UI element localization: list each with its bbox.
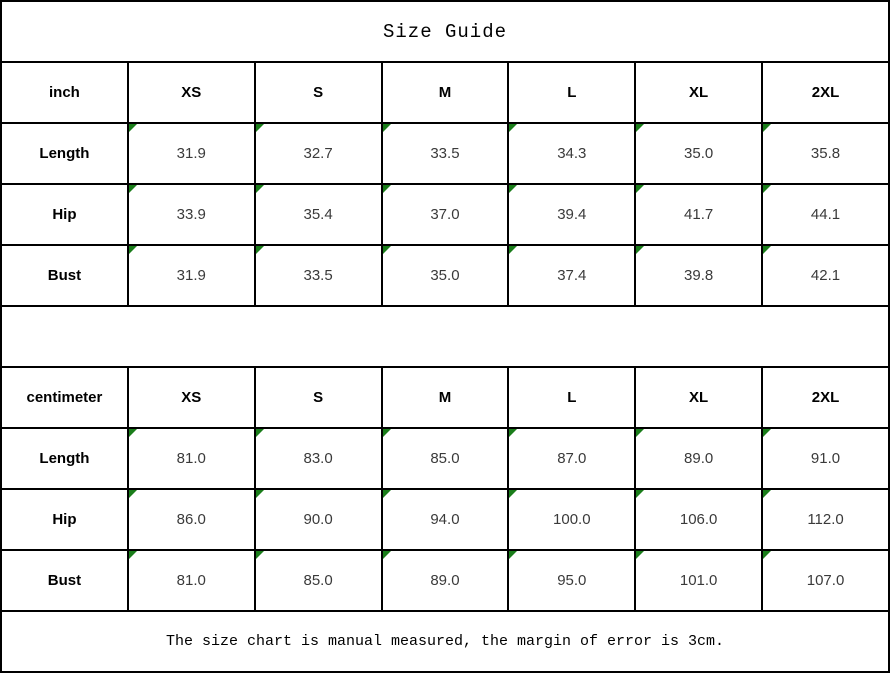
green-flag-triangle-icon	[256, 551, 264, 559]
measurement-cell	[762, 428, 889, 489]
measurement-cell	[382, 245, 509, 306]
measurement-value: 81.0	[176, 572, 206, 589]
measure-row-label-hip: Hip	[1, 489, 128, 550]
green-flag-triangle-icon	[509, 124, 517, 132]
measurement-value: 106.0	[679, 511, 718, 528]
green-flag-triangle-icon	[763, 429, 771, 437]
green-flag-triangle-icon	[129, 124, 137, 132]
green-flag-triangle-icon	[763, 185, 771, 193]
green-flag-triangle-icon	[636, 185, 644, 193]
size-column-header-l: L	[508, 62, 635, 123]
size-column-header-m: M	[382, 62, 509, 123]
size-column-header-2xl: 2XL	[762, 367, 889, 428]
measurement-cell	[762, 184, 889, 245]
measurement-value: 35.8	[810, 145, 841, 162]
measurement-value: 101.0	[679, 572, 718, 589]
size-column-header-2xl: 2XL	[762, 62, 889, 123]
measurement-value: 39.4	[557, 206, 587, 223]
measurement-cell	[382, 489, 509, 550]
measurement-value: 44.1	[810, 206, 841, 223]
centimeter-hip-row	[1, 489, 889, 550]
green-flag-triangle-icon	[129, 185, 137, 193]
measurement-value: 89.0	[430, 572, 460, 589]
measurement-cell	[762, 550, 889, 611]
measurement-cell	[508, 184, 635, 245]
title-row	[1, 1, 889, 62]
green-flag-triangle-icon	[129, 551, 137, 559]
measurement-cell	[762, 245, 889, 306]
centimeter-header-row	[1, 367, 889, 428]
size-column-header-s: S	[255, 62, 382, 123]
measure-row-label-length: Length	[1, 428, 128, 489]
measurement-cell	[635, 184, 762, 245]
centimeter-length-row	[1, 428, 889, 489]
green-flag-triangle-icon	[129, 246, 137, 254]
green-flag-triangle-icon	[129, 490, 137, 498]
size-column-header-xl: XL	[635, 62, 762, 123]
measurement-value: 86.0	[176, 511, 206, 528]
measurement-cell	[382, 550, 509, 611]
green-flag-triangle-icon	[763, 246, 771, 254]
inch-header-row	[1, 62, 889, 123]
green-flag-triangle-icon	[636, 429, 644, 437]
measurement-cell	[635, 123, 762, 184]
measurement-cell	[508, 489, 635, 550]
measurement-value: 34.3	[557, 145, 587, 162]
centimeter-bust-row	[1, 550, 889, 611]
measurement-value: 81.0	[176, 450, 206, 467]
measurement-value: 87.0	[557, 450, 587, 467]
green-flag-triangle-icon	[383, 429, 391, 437]
measurement-cell	[255, 123, 382, 184]
measurement-value: 91.0	[810, 450, 841, 467]
green-flag-triangle-icon	[509, 551, 517, 559]
green-flag-triangle-icon	[509, 246, 517, 254]
green-flag-triangle-icon	[383, 124, 391, 132]
measurement-value: 39.8	[684, 267, 714, 284]
measurement-value: 107.0	[806, 572, 845, 589]
measurement-value: 37.4	[557, 267, 587, 284]
green-flag-triangle-icon	[509, 429, 517, 437]
green-flag-triangle-icon	[763, 124, 771, 132]
measurement-cell	[255, 550, 382, 611]
size-column-header-m: M	[382, 367, 509, 428]
measurement-cell	[128, 550, 255, 611]
green-flag-triangle-icon	[256, 490, 264, 498]
page-title: Size Guide	[1, 1, 889, 62]
size-column-header-xl: XL	[635, 367, 762, 428]
green-flag-triangle-icon	[256, 124, 264, 132]
green-flag-triangle-icon	[256, 246, 264, 254]
green-flag-triangle-icon	[256, 429, 264, 437]
green-flag-triangle-icon	[636, 551, 644, 559]
measurement-cell	[255, 184, 382, 245]
green-flag-triangle-icon	[383, 246, 391, 254]
unit-header-inch: inch	[1, 62, 128, 123]
measurement-cell	[255, 489, 382, 550]
measurement-cell	[508, 428, 635, 489]
measurement-cell	[382, 428, 509, 489]
green-flag-triangle-icon	[636, 124, 644, 132]
green-flag-triangle-icon	[129, 429, 137, 437]
spacer-cell	[1, 306, 889, 367]
unit-header-centimeter: centimeter	[1, 367, 128, 428]
measurement-value: 83.0	[303, 450, 333, 467]
measure-row-label-hip: Hip	[1, 184, 128, 245]
measurement-value: 100.0	[553, 511, 591, 528]
measurement-cell	[635, 550, 762, 611]
measurement-value: 31.9	[176, 145, 206, 162]
measurement-cell	[128, 123, 255, 184]
measurement-value: 33.9	[176, 206, 206, 223]
measurement-cell	[508, 550, 635, 611]
measurement-value: 85.0	[430, 450, 460, 467]
green-flag-triangle-icon	[383, 551, 391, 559]
green-flag-triangle-icon	[383, 490, 391, 498]
measurement-cell	[508, 123, 635, 184]
measurement-value: 85.0	[303, 572, 333, 589]
footer-note: The size chart is manual measured, the margin of error is 3cm.	[1, 611, 889, 672]
measurement-cell	[128, 428, 255, 489]
measurement-value: 89.0	[684, 450, 714, 467]
inch-hip-row	[1, 184, 889, 245]
inch-bust-row	[1, 245, 889, 306]
measurement-cell	[128, 245, 255, 306]
measurement-value: 95.0	[557, 572, 587, 589]
green-flag-triangle-icon	[509, 185, 517, 193]
footer-row	[1, 611, 889, 672]
measurement-cell	[635, 245, 762, 306]
measurement-value: 37.0	[430, 206, 460, 223]
green-flag-triangle-icon	[763, 490, 771, 498]
measurement-cell	[762, 489, 889, 550]
measurement-value: 41.7	[684, 206, 714, 223]
green-flag-triangle-icon	[636, 490, 644, 498]
measurement-cell	[128, 489, 255, 550]
measurement-cell	[128, 184, 255, 245]
measurement-value: 33.5	[303, 267, 333, 284]
measurement-value: 31.9	[176, 267, 206, 284]
measurement-cell	[635, 489, 762, 550]
green-flag-triangle-icon	[636, 246, 644, 254]
size-column-header-xs: XS	[128, 62, 255, 123]
measurement-cell	[382, 184, 509, 245]
inch-length-row	[1, 123, 889, 184]
size-column-header-s: S	[255, 367, 382, 428]
measurement-value: 35.0	[430, 267, 460, 284]
measurement-value: 90.0	[303, 511, 333, 528]
measurement-value: 32.7	[303, 145, 333, 162]
measurement-value: 94.0	[430, 511, 460, 528]
measurement-cell	[508, 245, 635, 306]
size-column-header-l: L	[508, 367, 635, 428]
measurement-cell	[255, 428, 382, 489]
measurement-value: 35.0	[684, 145, 714, 162]
measurement-cell	[635, 428, 762, 489]
green-flag-triangle-icon	[763, 551, 771, 559]
measurement-value: 42.1	[810, 267, 841, 284]
green-flag-triangle-icon	[509, 490, 517, 498]
measurement-cell	[762, 123, 889, 184]
size-column-header-xs: XS	[128, 367, 255, 428]
measurement-value: 33.5	[430, 145, 460, 162]
measurement-cell	[382, 123, 509, 184]
measure-row-label-bust: Bust	[1, 245, 128, 306]
measure-row-label-length: Length	[1, 123, 128, 184]
measurement-value: 112.0	[807, 511, 844, 528]
measurement-cell	[255, 245, 382, 306]
green-flag-triangle-icon	[383, 185, 391, 193]
green-flag-triangle-icon	[256, 185, 264, 193]
measure-row-label-bust: Bust	[1, 550, 128, 611]
spacer-row	[1, 306, 889, 367]
measurement-value: 35.4	[303, 206, 333, 223]
